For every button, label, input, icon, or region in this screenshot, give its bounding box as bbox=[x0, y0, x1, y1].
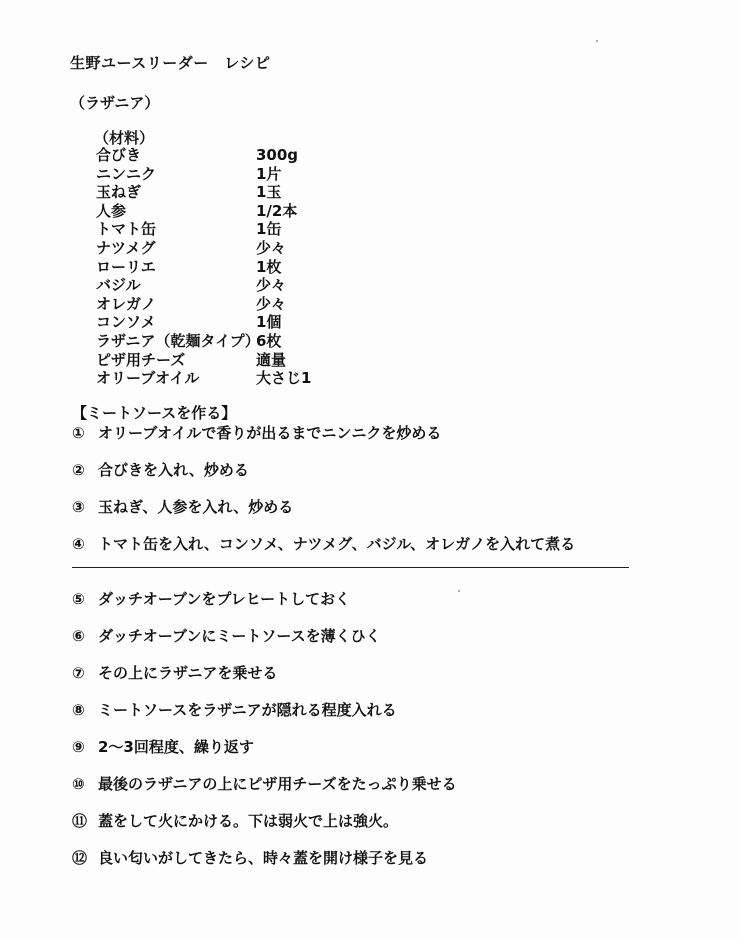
ingredient-qty: 少々 bbox=[256, 238, 287, 257]
step-number: ⑥ bbox=[72, 627, 85, 645]
step-number: ⑤ bbox=[72, 590, 85, 608]
ingredient-row bbox=[96, 369, 311, 388]
ingredient-name: ローリエ bbox=[96, 257, 156, 276]
ingredient-qty: 少々 bbox=[256, 276, 287, 295]
step-number: ⑨ bbox=[72, 738, 85, 756]
assembly-steps-list bbox=[72, 588, 457, 884]
step-text: ダッチオーブンにミートソースを薄くひく bbox=[98, 627, 381, 645]
step-number: ① bbox=[72, 424, 85, 442]
step-number: ② bbox=[72, 461, 85, 479]
ingredient-name: 合びき bbox=[96, 146, 142, 164]
ingredient-row bbox=[96, 313, 311, 332]
ingredient-row bbox=[96, 220, 311, 239]
ingredient-qty: 1片 bbox=[256, 164, 282, 183]
ingredient-name: バジル bbox=[96, 276, 141, 295]
step-text: トマト缶を入れ、コンソメ、ナツメグ、バジル、オレガノを入れて煮る bbox=[98, 535, 576, 553]
step-text: 2～3回程度、繰り返す bbox=[98, 738, 254, 756]
step-number: ⑦ bbox=[72, 664, 85, 682]
ingredient-qty: 300g bbox=[256, 146, 299, 164]
ingredients-heading: （材料） bbox=[94, 129, 155, 147]
ingredient-row bbox=[96, 295, 311, 314]
ingredient-name: オレガノ bbox=[96, 294, 157, 313]
ingredient-row bbox=[96, 332, 311, 351]
ingredient-qty: 適量 bbox=[256, 350, 287, 369]
step-number: ⑧ bbox=[72, 701, 85, 719]
step-text: ミートソースをラザニアが隠れる程度入れる bbox=[98, 701, 397, 719]
step-item bbox=[72, 625, 457, 662]
step-item bbox=[72, 773, 457, 810]
ingredients-list bbox=[96, 146, 311, 388]
ingredient-qty: 1枚 bbox=[256, 257, 282, 276]
ingredient-qty: 1/2本 bbox=[256, 201, 298, 220]
step-number: ③ bbox=[72, 498, 85, 516]
ingredient-row bbox=[96, 239, 311, 258]
ingredient-name: ラザニア（乾麺タイプ） bbox=[96, 331, 260, 350]
step-item bbox=[72, 662, 457, 699]
ingredient-row bbox=[96, 202, 311, 221]
ingredient-name: ナツメグ bbox=[96, 238, 156, 257]
step-item bbox=[72, 422, 575, 459]
step-item bbox=[72, 588, 457, 625]
ingredient-row bbox=[96, 183, 311, 202]
step-item bbox=[72, 533, 575, 570]
ingredient-name: ピザ用チーズ bbox=[96, 350, 186, 369]
ingredient-name: ニンニク bbox=[96, 164, 157, 183]
step-item bbox=[72, 810, 457, 847]
step-number: ⑪ bbox=[72, 812, 88, 830]
recipe-name: （ラザニア） bbox=[70, 94, 160, 112]
ingredient-name: 人参 bbox=[96, 201, 127, 220]
ingredient-name: トマト缶 bbox=[96, 220, 157, 239]
ingredient-name: オリーブオイル bbox=[96, 369, 200, 388]
ingredient-name: 玉ねぎ bbox=[96, 183, 142, 202]
step-item bbox=[72, 496, 575, 533]
step-text: 良い匂いがしてきたら、時々蓋を開け様子を見る bbox=[98, 849, 429, 867]
step-text: 蓋をして火にかける。下は弱火で上は強火。 bbox=[98, 812, 399, 830]
step-text: 合びきを入れ、炒める bbox=[98, 461, 249, 479]
step-item bbox=[72, 736, 457, 773]
scan-speck bbox=[458, 590, 460, 592]
page-title: 生野ユースリーダー レシピ bbox=[70, 54, 271, 72]
step-text: 最後のラザニアの上にピザ用チーズをたっぷり乗せる bbox=[98, 775, 457, 793]
step-number: ⑩ bbox=[72, 775, 85, 793]
ingredient-row bbox=[96, 258, 311, 277]
ingredient-name: コンソメ bbox=[96, 313, 156, 332]
step-text: 玉ねぎ、人参を入れ、炒める bbox=[98, 498, 294, 516]
ingredient-qty: 1缶 bbox=[256, 220, 282, 239]
ingredient-qty: 1個 bbox=[256, 313, 282, 332]
sauce-section-heading: 【ミートソースを作る】 bbox=[72, 404, 237, 422]
ingredient-row bbox=[96, 351, 311, 370]
step-text: オリーブオイルで香りが出るまでニンニクを炒める bbox=[98, 424, 442, 442]
scan-speck bbox=[596, 40, 598, 42]
section-divider bbox=[72, 567, 629, 568]
ingredient-qty: 1玉 bbox=[256, 183, 282, 202]
step-item bbox=[72, 847, 457, 884]
ingredient-qty: 少々 bbox=[256, 294, 287, 313]
sauce-steps-list bbox=[72, 422, 575, 570]
step-item bbox=[72, 699, 457, 736]
step-text: ダッチオーブンをプレヒートしておく bbox=[98, 590, 351, 608]
ingredient-qty: 6枚 bbox=[256, 331, 282, 350]
ingredient-row bbox=[96, 276, 311, 295]
step-number: ⑫ bbox=[72, 849, 88, 867]
step-number: ④ bbox=[72, 535, 85, 553]
ingredient-row bbox=[96, 146, 311, 165]
step-text: その上にラザニアを乗せる bbox=[98, 664, 278, 682]
ingredient-row bbox=[96, 165, 311, 184]
step-item bbox=[72, 459, 575, 496]
ingredient-qty: 大さじ1 bbox=[256, 369, 312, 388]
